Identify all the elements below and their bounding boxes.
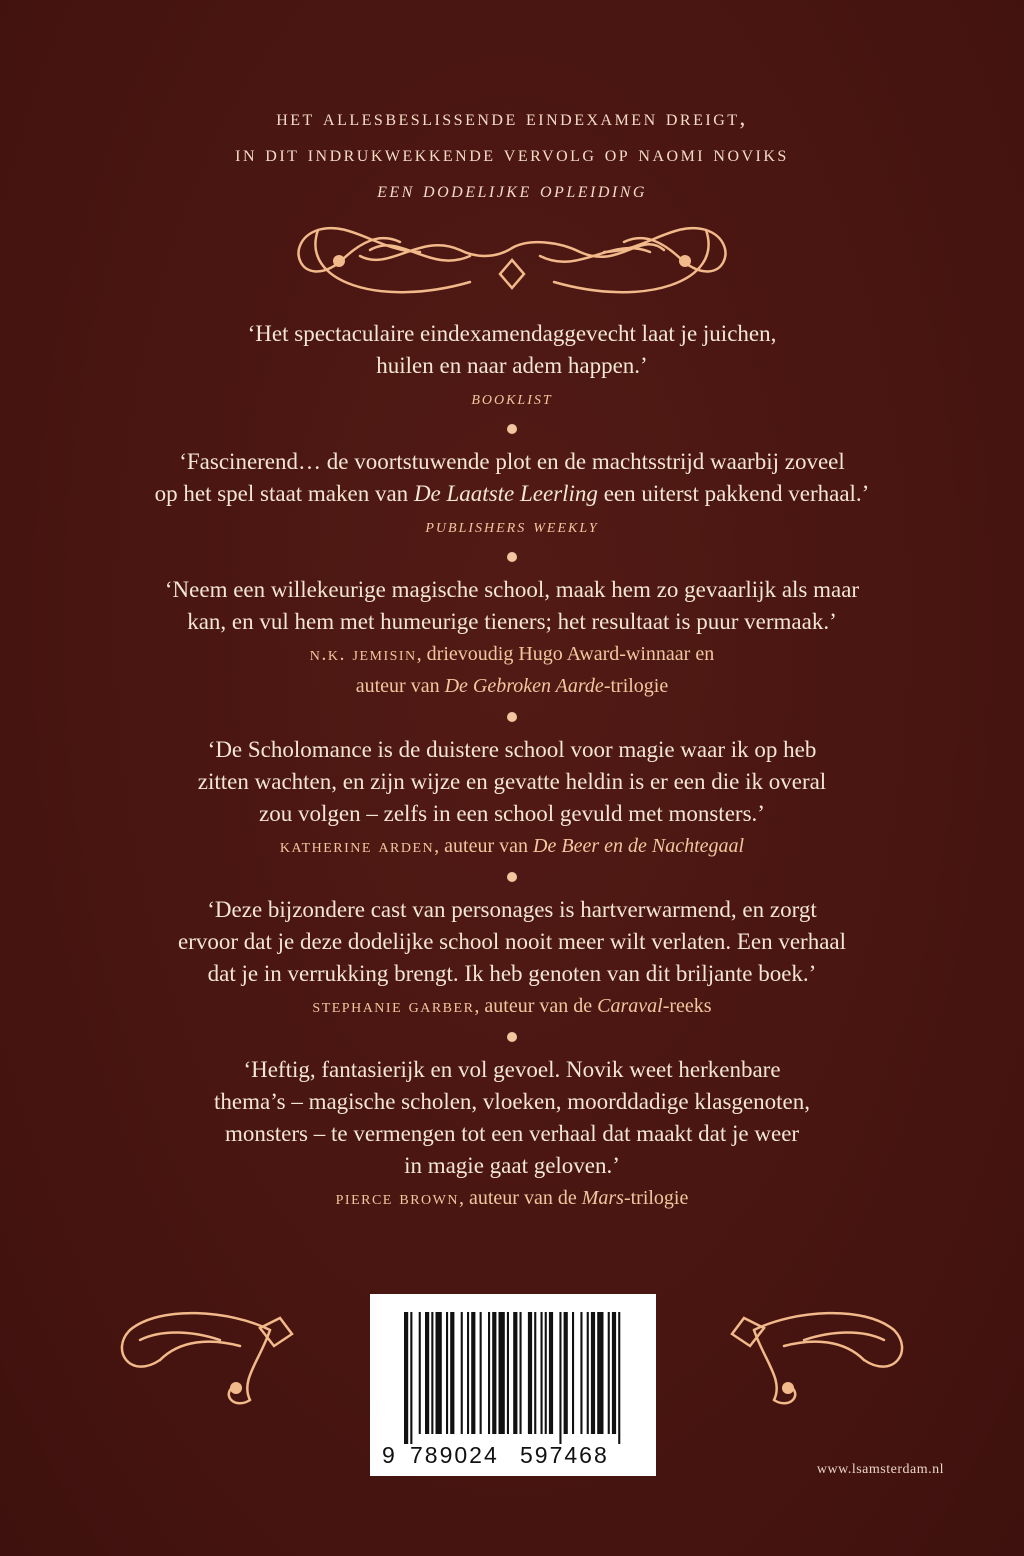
- barcode-bar: [425, 1312, 429, 1434]
- barcode-bar: [446, 1312, 448, 1434]
- barcode-bar: [419, 1312, 421, 1434]
- barcode-bar: [572, 1312, 574, 1434]
- author-name: pierce brown: [335, 1187, 459, 1209]
- quote-line: in magie gaat geloven.’: [404, 1153, 620, 1178]
- barcode-bar: [549, 1312, 553, 1434]
- quote-line: zou volgen – zelfs in een school gevuld met monsters.’: [259, 801, 765, 826]
- quote-garber: [60, 894, 964, 1022]
- quote-fragment: een uiterst pakkend verhaal.’: [597, 481, 870, 506]
- barcode-bar: [436, 1312, 442, 1434]
- barcode-bar: [507, 1312, 509, 1434]
- author-name: katherine arden: [279, 835, 435, 857]
- barcode-bar: [528, 1312, 532, 1434]
- barcode-bar: [612, 1312, 616, 1434]
- barcode-bar: [597, 1312, 603, 1434]
- barcode-bar: [450, 1312, 454, 1434]
- quote-line: kan, en vul hem met humeurige tieners; het resultaat is puur vermaak.’: [187, 609, 837, 634]
- barcode-bar: [608, 1312, 610, 1434]
- isbn-digit-first: 9: [382, 1442, 395, 1468]
- quote-line: ‘Deze bijzondere cast van personages is hartverwarmend, en zorgt: [207, 897, 817, 922]
- quote-line: huilen en naar adem happen.’: [376, 353, 648, 378]
- quote-attribution: [60, 638, 964, 702]
- quote-brown: [60, 1054, 964, 1214]
- top-flourish-ornament: [0, 212, 1024, 304]
- barcode-bar: [587, 1312, 589, 1434]
- barcode-bar: [467, 1312, 469, 1434]
- isbn-barcode: [370, 1294, 656, 1476]
- author-desc: , auteur van de: [458, 1187, 582, 1209]
- quote-line: ‘Fascinerend… de voortstuwende plot en de machtsstrijd waarbij zoveel: [179, 449, 845, 474]
- quote-jemisin: [60, 574, 964, 702]
- author-desc: -trilogie: [603, 675, 669, 697]
- barcode-bar: [520, 1312, 522, 1434]
- isbn-number: [370, 1442, 656, 1468]
- separator-dot: [507, 712, 517, 722]
- author-desc: , drievoudig Hugo Award-winnaar en: [416, 643, 715, 665]
- quote-line: ervoor dat je deze dodelijke school nooit meer wilt verlaten. Een verhaal: [177, 929, 846, 954]
- headline: [0, 100, 1024, 208]
- barcode-bar: [545, 1312, 547, 1434]
- separator-dot: [507, 552, 517, 562]
- bottom-right-flourish-ornament: [704, 1300, 924, 1410]
- barcode-bar: [404, 1312, 408, 1444]
- quote-line: thema’s – magische scholen, vloeken, moorddadige klasgenoten,: [214, 1089, 810, 1114]
- quotes-section: [60, 318, 964, 1214]
- quote-line: zitten wachten, en zijn wijze en gevatte heldin is er een die ik overal: [197, 769, 827, 794]
- author-desc: , auteur van: [434, 835, 534, 857]
- quote-attribution: [60, 830, 964, 862]
- barcode-bar: [564, 1312, 568, 1434]
- quote-line: dat je in verrukking brengt. Ik heb genoten van dit briljante boek.’: [207, 961, 817, 986]
- barcode-bar: [499, 1312, 505, 1434]
- isbn-group-1: 789024: [410, 1442, 499, 1468]
- quote-booklist: [60, 318, 964, 414]
- quote-line: ‘Neem een willekeurige magische school, maak hem zo gevaarlijk als maar: [164, 577, 860, 602]
- barcode-bar: [488, 1312, 490, 1434]
- book-title: De Gebroken Aarde: [444, 675, 604, 697]
- barcode-bar: [461, 1312, 463, 1434]
- barcode-bar: [534, 1312, 536, 1434]
- author-desc: , auteur van de: [474, 995, 598, 1017]
- barcode-bar: [431, 1312, 433, 1434]
- bottom-left-flourish-ornament: [100, 1300, 320, 1410]
- quote-attribution: [60, 990, 964, 1022]
- headline-line-1: het allesbeslissende eindexamen dreigt,: [276, 105, 748, 130]
- barcode-bar: [480, 1312, 482, 1434]
- quote-source: publishers weekly: [425, 515, 599, 537]
- quote-arden: [60, 734, 964, 862]
- quote-attribution: [60, 1182, 964, 1214]
- quote-publishers-weekly: [60, 446, 964, 542]
- barcode-bar: [559, 1312, 561, 1444]
- barcode-bar: [618, 1312, 620, 1444]
- book-title: De Laatste Leerling: [413, 481, 598, 506]
- quote-text: [60, 1054, 964, 1182]
- quote-text: [60, 446, 964, 510]
- separator-dot: [507, 872, 517, 882]
- barcode-bars: [370, 1294, 656, 1444]
- book-title: Mars: [581, 1187, 624, 1209]
- author-name: n.k. jemisin: [309, 643, 417, 665]
- author-desc: -reeks: [662, 995, 712, 1017]
- barcode-bar: [541, 1312, 543, 1434]
- barcode-bar: [513, 1312, 517, 1434]
- book-title: Caraval: [597, 995, 663, 1017]
- quote-fragment: op het spel staat maken van: [154, 481, 414, 506]
- isbn-group-2: 597468: [520, 1442, 609, 1468]
- book-title: De Beer en de Nachtegaal: [533, 835, 745, 857]
- separator-dot: [507, 1032, 517, 1042]
- barcode-bar: [410, 1312, 412, 1444]
- quote-line: ‘Het spectaculaire eindexamendaggevecht laat je juichen,: [247, 321, 777, 346]
- author-desc: -trilogie: [623, 1187, 689, 1209]
- quote-source: booklist: [471, 387, 553, 409]
- quote-line: [60, 478, 964, 510]
- quote-text: [60, 894, 964, 990]
- quote-text: [60, 734, 964, 830]
- quote-line: ‘De Scholomance is de duistere school voor magie waar ik op heb: [207, 737, 817, 762]
- headline-line-2: in dit indrukwekkende vervolg op naomi noviks: [235, 141, 789, 166]
- barcode-bar: [471, 1312, 475, 1434]
- quote-line: ‘Heftig, fantasierijk en vol gevoel. Novik weet herkenbare: [243, 1057, 781, 1082]
- quote-text: [60, 574, 964, 638]
- author-desc: auteur van: [355, 675, 445, 697]
- quote-line: monsters – te vermengen tot een verhaal dat maakt dat je weer: [224, 1121, 800, 1146]
- author-name: stephanie garber: [312, 995, 475, 1017]
- barcode-bar: [580, 1312, 582, 1434]
- separator-dot: [507, 424, 517, 434]
- quote-text: [60, 318, 964, 382]
- barcode-bar: [492, 1312, 496, 1434]
- publisher-url: www.lsamsterdam.nl: [816, 1462, 944, 1477]
- headline-line-3: een dodelijke opleiding: [377, 177, 647, 202]
- barcode-bar: [591, 1312, 595, 1434]
